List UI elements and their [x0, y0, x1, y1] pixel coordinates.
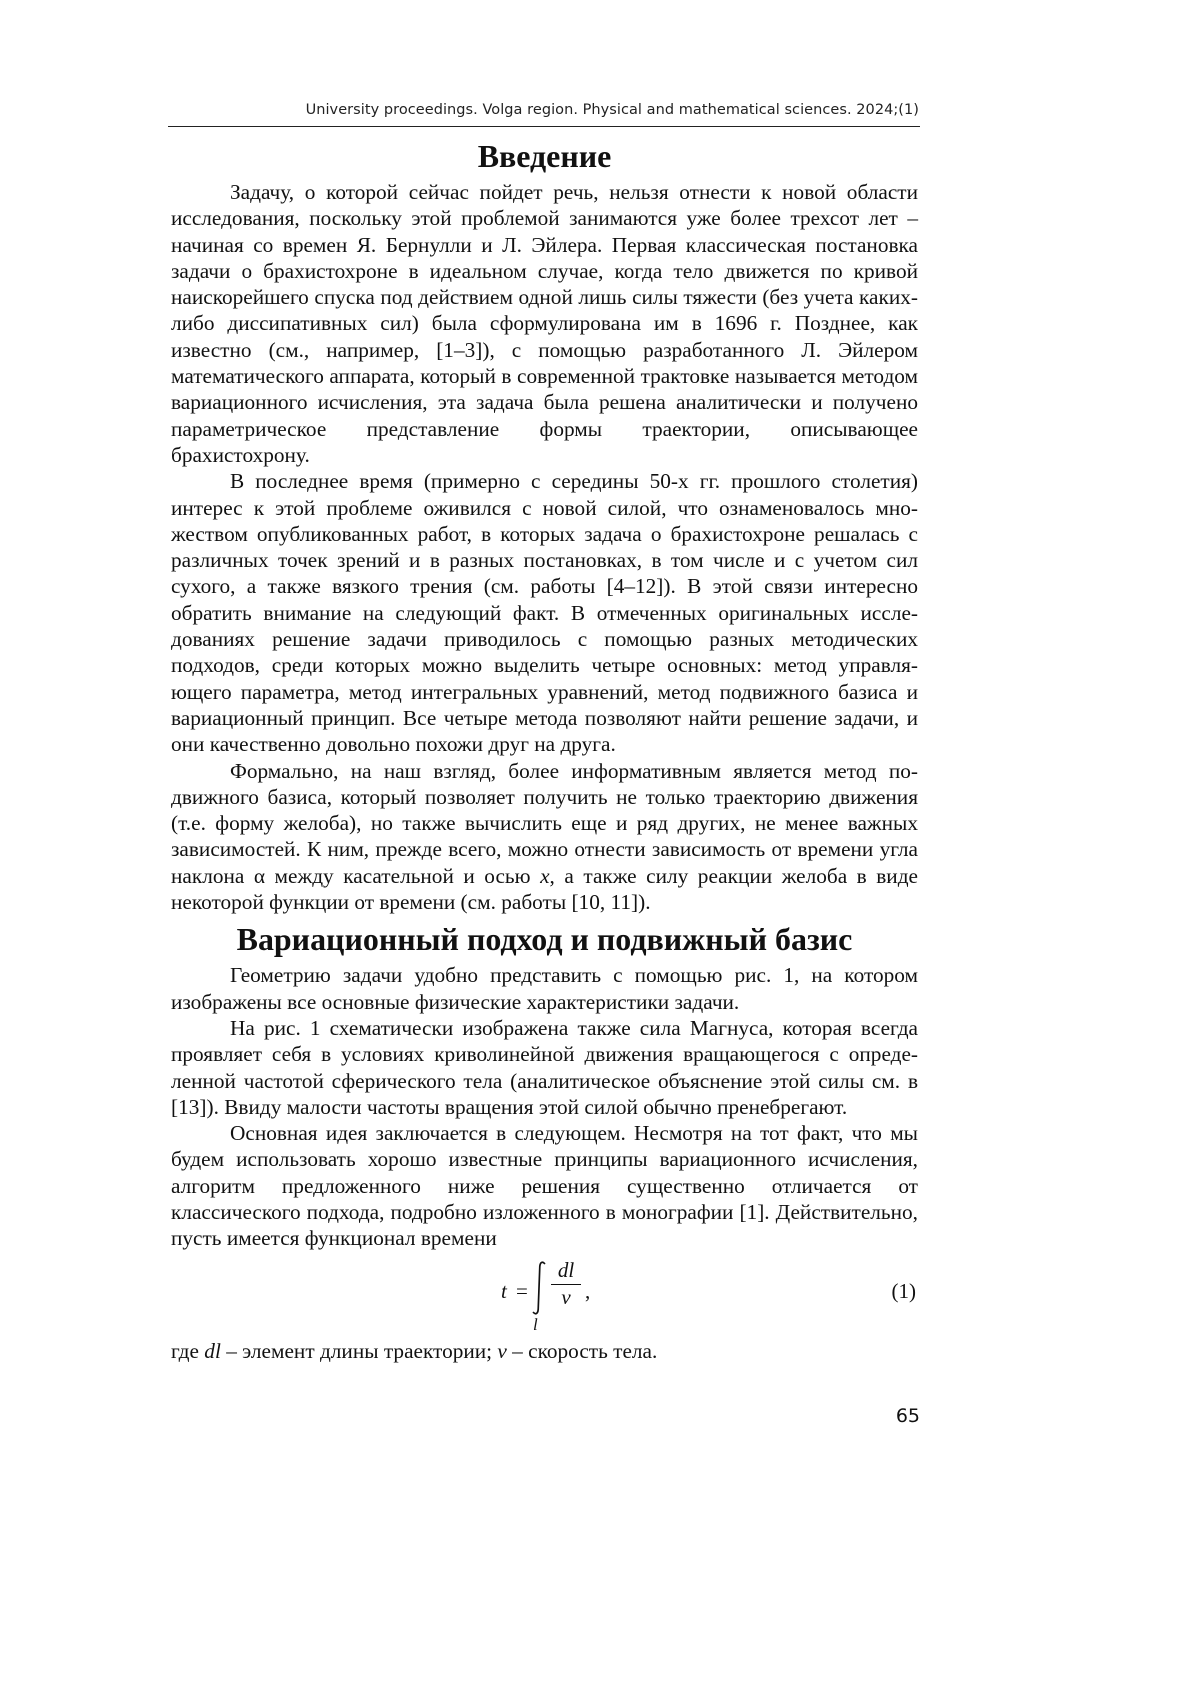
alpha-symbol: α: [253, 863, 266, 888]
paragraph-3-text-b: между касательной и осью: [265, 863, 541, 888]
paragraph-2: В последнее время (примерно с середины 50-х гг. прошлого столетия) интерес к этой проблеме оживился с новой силой, что ознаменовалось множеством опубликованных работ, в которых задача о брахистохроне решалась с различных точек зрений и в разных постановках, в том числе и с учетом сил сухого, а также вязкого трения (см. работы [4–12]). В этой связи интересно обратить внимание на следующий факт. В отмеченных оригинальных исследованиях решение задачи приводилось с помощью разных методических подходов, среди которых можно выделить четыре основных: метод управляющего параметра, метод интегральных уравнений, метод подвижного базиса и вариационный принцип. Все четыре метода позволяют найти решение задачи, и они качественно довольно похожи друг на друга.: [171, 469, 918, 757]
formula-lower-limit: l: [533, 1314, 538, 1334]
integral-sign-icon: [530, 1260, 548, 1316]
formula-denominator: v: [561, 1284, 571, 1309]
formula-numerator: dl: [557, 1257, 575, 1282]
equation-number: (1): [891, 1278, 916, 1303]
equation-1: [171, 1258, 918, 1338]
section-title-introduction: Введение: [477, 139, 612, 174]
time-functional-formula: [501, 1258, 611, 1338]
running-header: University proceedings. Volga region. Physical and mathematical sciences. 2024;(1): [305, 102, 919, 118]
paragraph-3: [171, 758, 918, 916]
where-text-c: – скорость тела.: [506, 1338, 658, 1363]
where-text-b: – элемент длины траектории;: [220, 1338, 498, 1363]
formula-equals: =: [516, 1278, 528, 1303]
section-title-variational: Вариационный подход и подвижный базис: [236, 922, 853, 958]
paragraph-6: Основная идея заключается в следующем. Несмотря на тот факт, что мы будем использовать хорошо известные принципы вариационного исчисления, алгоритм предложенного ниже решения существенно отличается от классического подхода, подробно изложенного в монографии [1]. Действительно, пусть имеется функционал времени: [171, 1121, 918, 1251]
paragraph-5: На рис. 1 схематически изображена также сила Магнуса, которая всегда проявляет себя в условиях криволинейной движения вращающегося с определенной частотой сферического тела (аналитическое объяснение этой силы см. в [13]). Ввиду малости частоты вращения этой силой обычно пренебрегают.: [171, 1015, 918, 1119]
paragraph-3-text-c: , а также силу реакции желоба в виде некоторой функции от времени (см. работы [10, 11]).: [171, 863, 918, 915]
header-rule: [168, 126, 920, 127]
where-line: [171, 1338, 918, 1364]
formula-lhs: t: [501, 1278, 507, 1303]
paragraph-1: Задачу, о которой сейчас пойдет речь, нельзя отнести к новой области исследования, поскольку этой проблемой занимаются уже более трехсот лет – начиная со времен Я. Бернулли и Л. Эйлера. Первая классическая постановка задачи о брахистохроне в идеальном случае, когда тело движется по кривой наискорейшего спуска под действием одной лишь силы тяжести (без учета каких-либо диссипативных сил) была сформулирована им в 1696 г. Позднее, как известно (см., например, [1–3]), с помощью разработанного Л. Эйлером математического аппарата, который в современной трактовке называется методом вариационного исчисления, эта задача была решена аналитически и получено параметрическое представление формы траектории, описывающее брахистохрону.: [171, 180, 918, 467]
page-number: 65: [895, 1405, 920, 1427]
where-text-a: где: [171, 1338, 205, 1363]
dl-symbol: dl: [204, 1338, 221, 1363]
x-axis-symbol: x: [540, 863, 550, 888]
paragraph-4: Геометрию задачи удобно представить с помощью рис. 1, на котором изображены все основные физические характеристики задачи.: [171, 963, 918, 1014]
article-body: [171, 139, 918, 1364]
formula-fraction: [551, 1258, 581, 1308]
formula-comma: ,: [585, 1278, 591, 1303]
paragraph-3-text-a: Формально, на наш взгляд, более информативным является метод подвижного базиса, который позволяет получить не только траекторию движения (т.е. форму желоба), но также вычислить еще и ряд других, не менее важных зависимостей. К ним, прежде всего, можно отнести зависимость от времени угла наклона: [171, 758, 918, 888]
v-symbol: v: [497, 1338, 507, 1363]
